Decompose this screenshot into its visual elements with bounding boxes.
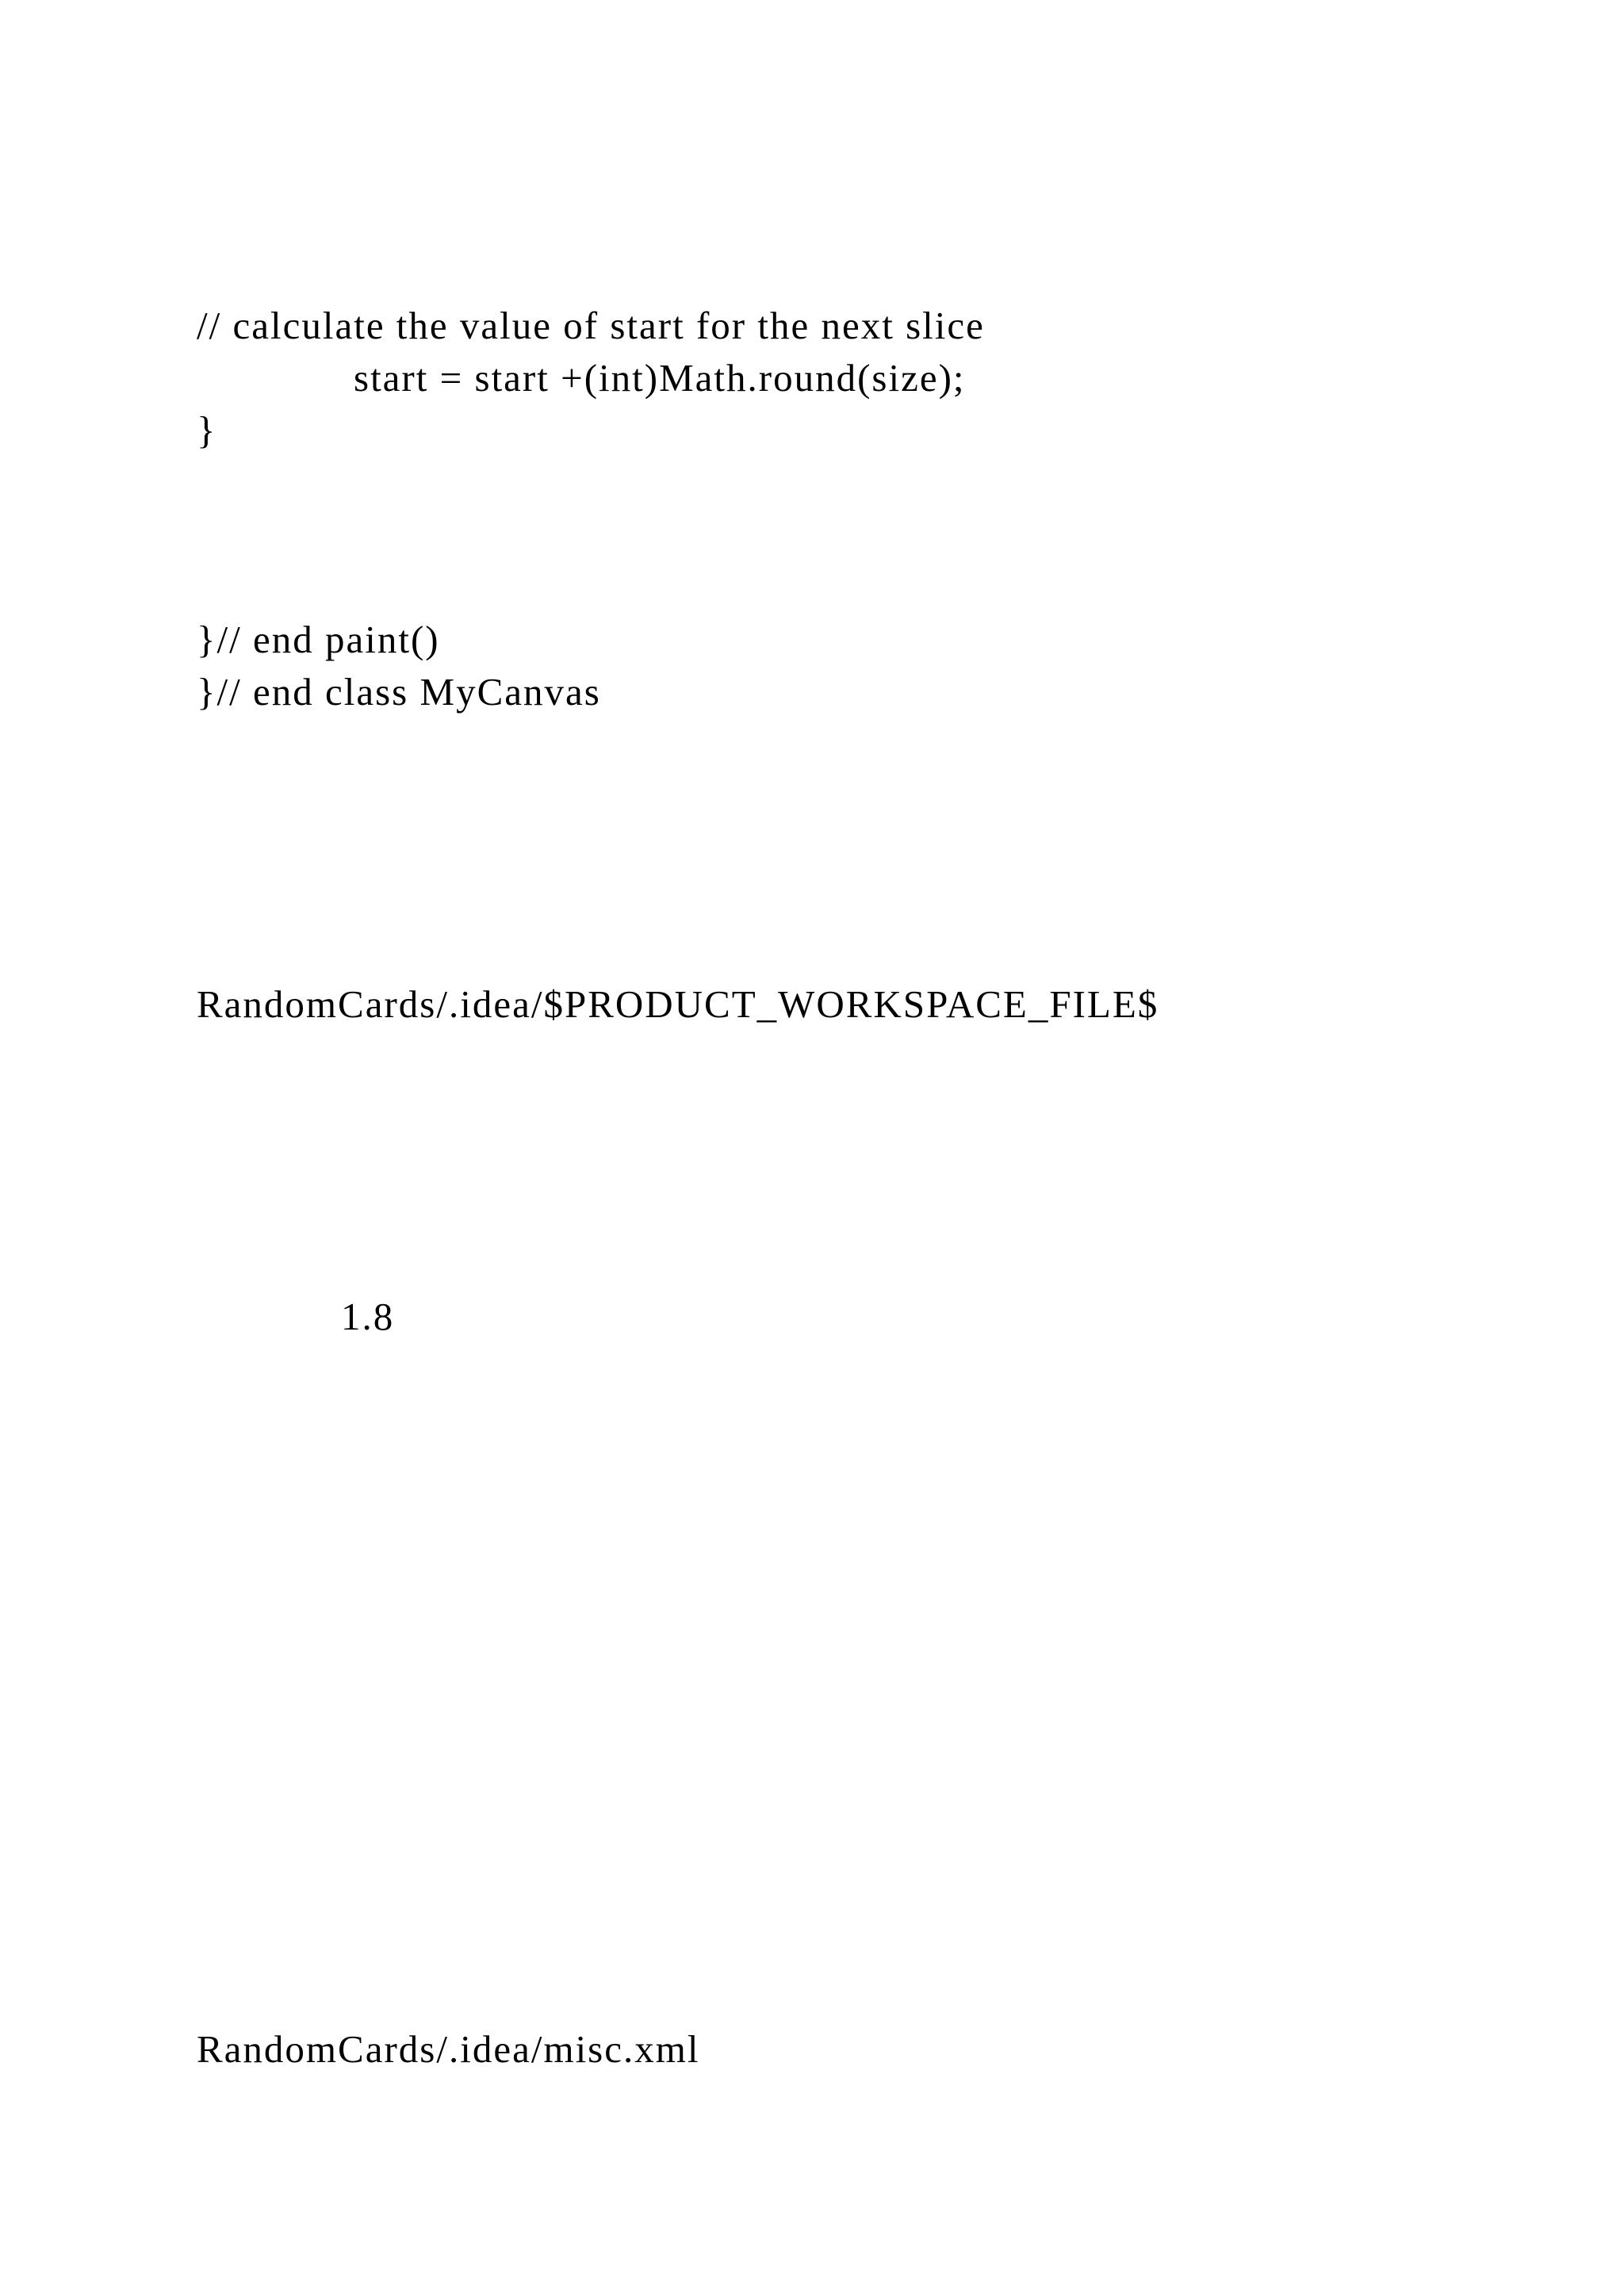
file-path-workspace: RandomCards/.idea/$PRODUCT_WORKSPACE_FILE$ <box>197 982 1159 1026</box>
code-end-paint-line: }// end paint() <box>197 618 440 661</box>
version-value: 1.8 <box>341 1295 395 1338</box>
code-closing-brace-line: } <box>197 408 217 452</box>
code-end-class-line: }// end class MyCanvas <box>197 670 601 714</box>
file-path-misc-xml: RandomCards/.idea/misc.xml <box>197 2027 700 2071</box>
code-statement-line: start = start +(int)Math.round(size); <box>354 356 966 400</box>
code-comment-line: // calculate the value of start for the next slice <box>197 304 985 347</box>
